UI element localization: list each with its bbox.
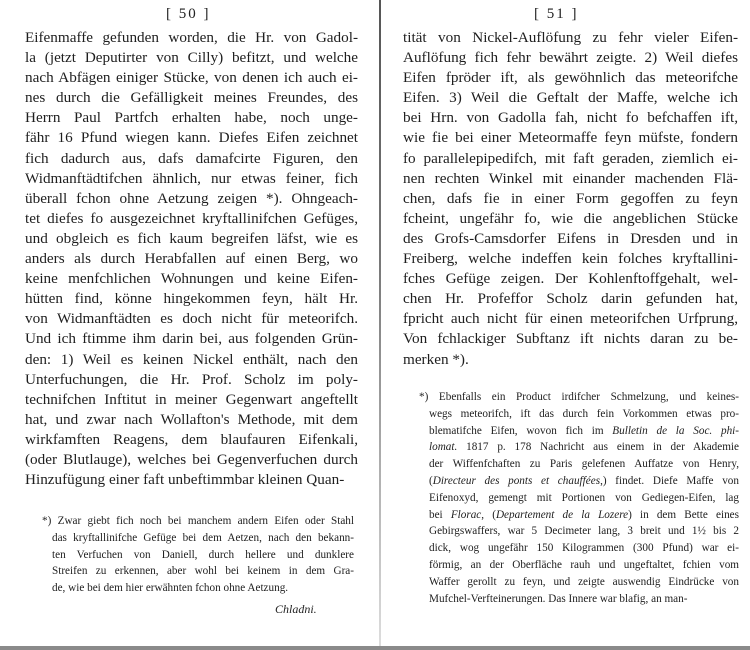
footnote-line: ten Verfuchen von Daniell, durch hellere und dunklere — [52, 548, 354, 561]
footnote-text: Eifenoxyd, gemengt mit Portionen von Gediegen-Eifen, lag — [429, 491, 739, 504]
text-line: den: 1) Weil es keinen Nickel enthält, nach den — [25, 350, 358, 368]
footnote-line — [419, 490, 739, 507]
text-line: bei Hrn. von Gadolla fah, nicht fo befchaffen ift, — [403, 109, 738, 127]
footnote-italic-text: Florac — [450, 508, 482, 521]
text-line: von Widmanftädten es doch nicht für meteorifch. — [25, 310, 358, 328]
footnote-text: 1817 p. 178 Nachricht aus einem in der Akademie — [457, 441, 739, 454]
footnote-line: Streifen zu erkennen, aber wohl bei keinem in dem Gra- — [52, 565, 354, 578]
text-line: fches Gefüge zeigen. Der Kohlenftoffgehalt, wel- — [403, 270, 738, 288]
footnote-text: , ( — [481, 508, 496, 521]
footnote-signature: Chladni. — [275, 602, 317, 616]
page-number: [ 51 ] — [534, 6, 579, 22]
footnote-line — [419, 456, 739, 473]
page-number: [ 50 ] — [166, 6, 211, 22]
text-line: des Grofs-Camsdorfer Eifens in Dresden und in — [403, 229, 738, 247]
text-line: nen rechten Winkel mit einander machenden Flä- — [403, 169, 738, 187]
footnote-line — [419, 423, 739, 440]
text-line: technifchen Inftitut in meiner Gegenwart angeftellt — [25, 390, 358, 408]
footnote-text: blematifche Eifen, wovon fich im — [429, 424, 613, 437]
footnote-line — [419, 473, 739, 490]
footnote-text: dick, wog ungefähr 150 Kilogrammen (300 Pfund) war ei- — [429, 542, 739, 555]
text-line: fo parallelepipedifch, mit faft geraden, ziemlich ei- — [403, 149, 738, 167]
text-line: chen, dafs fie in einer Form gegoffen zu feyn — [403, 189, 738, 207]
footnote-text: Gebirgswaffers, war 5 Decimeter lang, 3 breit und 1½ bis 2 — [429, 525, 739, 538]
right-page — [381, 0, 750, 646]
footnote-text: Waffer gerollt zu feyn, und zeigte auswendig Eindrücke von — [429, 575, 739, 588]
footnote-italic-text: Bulletin de la Soc. phi- — [612, 424, 739, 437]
text-line: merken *). — [403, 350, 469, 368]
text-line: anders als durch Herabfallen auf einen Berg, wo — [25, 250, 358, 268]
text-line: fich dadurch aus, dafs damafcirte Figuren, den — [25, 149, 358, 167]
footnote-text: bei — [429, 508, 451, 521]
footnote-line — [419, 557, 739, 574]
text-line: Unterfuchungen, die Hr. Prof. Scholz im poly- — [25, 370, 358, 388]
text-line: hütten find, könne hingekommen feyn, hält Hr. — [25, 290, 358, 308]
footnote-line — [419, 523, 739, 540]
body-text — [25, 28, 358, 490]
text-line: hat, und zwar nach Wollafton's Methode, mit dem — [25, 410, 358, 428]
footnote-italic-text: Departement de la Lozere — [495, 508, 629, 521]
text-line: (oder Blutlauge), welches bei Gegenverfuchen durch — [25, 450, 358, 468]
footnote-text: der Wiffenfchaften zu Paris gelefenen Auffatze von Henry, — [429, 458, 739, 471]
text-line: Freiberg, welche indeffen kein folches kryftallini- — [403, 250, 738, 268]
body-text — [403, 28, 738, 370]
text-line: Und ich ftimme ihm darin bei, aus folgenden Grün- — [25, 330, 358, 348]
footnote-text: ( — [429, 474, 433, 487]
text-line: Eifen. 3) Weil die Geftalt der Maffe, welche ich — [403, 89, 738, 107]
text-line: Auflöfung fich fehr bewährt zeigte. 2) Weil diefes — [403, 49, 738, 67]
footnote-text: ,) findet. Diefe Maffe von — [600, 474, 739, 487]
text-line: überall fchon ohne Aetzung zeigen *). Ohngeach- — [25, 189, 358, 207]
text-line: Herrn Paul Partfch erhalten habe, noch unge- — [25, 109, 358, 127]
text-line: Hinzufügung einer faft unbeftimmbar kleinen Quan- — [25, 471, 345, 489]
footnote-italic-text: lomat. — [429, 441, 458, 454]
text-line: fähr 16 Pfund wiegen kann. Diefes Eifen zeichnet — [25, 129, 358, 147]
text-line: keine menfchlichen Wohnungen und keine Eifen- — [25, 270, 358, 288]
text-line: tet diefes fo ausgezeichnet kryftallinifchen Gefüges, — [25, 209, 358, 227]
footnote-italic-text: Directeur des ponts et chauffées — [432, 474, 601, 487]
text-line: Eifen fpröder ift, als gewöhnlich das meteorifche — [403, 69, 738, 87]
footnote-line — [419, 507, 739, 524]
footnote-text: förmig, an der Oberfläche rauh und ungeftaltet, fchien vom — [429, 558, 739, 571]
text-line: fpricht auch nicht für einen meteorifchen Urfprung, — [403, 310, 738, 328]
text-line: wie fie bei einer Meteormaffe feyn müfste, fondern — [403, 129, 738, 147]
footnote-text: ) in dem Bette eines — [628, 508, 739, 521]
footnote-line: *) Zwar giebt fich noch bei manchem andern Eifen oder Stahl — [42, 515, 354, 527]
footnote — [42, 513, 354, 597]
footnote — [419, 389, 739, 607]
text-line: und obgleich es fich kaum begreifen läfst, wie es — [25, 229, 358, 247]
footnote-text: Mufchel-Verfteinerungen. Das Innere war blafig, an man- — [429, 592, 688, 605]
footnote-line — [419, 406, 739, 423]
footnote-line — [419, 540, 739, 557]
footnote-line — [419, 439, 739, 456]
text-line: nach Abfägen einiger Stücke, von denen ich auch ei- — [25, 69, 358, 87]
text-line: Widmanftädtifchen ähnlich, nur etwas feiner, fich — [25, 169, 358, 187]
footnote-text: *) Ebenfalls ein Product irdifcher Schmelzung, und keines- — [419, 391, 739, 403]
footnote-line — [419, 389, 739, 406]
footnote-line: das kryftallinifche Gefüge bei dem Aetzen, nach den bekann- — [52, 531, 354, 544]
text-line: wirkfamften Reagens, dem blaufauren Eifenkali, — [25, 430, 358, 448]
text-line: fcheint, ungefähr fo, wie die angeblichen Stücke — [403, 209, 738, 227]
scan-bottom-edge — [0, 646, 750, 650]
footnote-text: wegs meteorifch, ift das durch fein Vorkommen etwas pro- — [429, 407, 739, 420]
text-line: tität von Nickel-Auflöfung zu fehr vieler Eifen- — [403, 29, 738, 46]
footnote-line — [419, 591, 739, 608]
text-line: chen Hr. Profeffor Scholz darin gefunden hat, — [403, 290, 738, 308]
text-line: Eifenmaffe gefunden worden, die Hr. von Gadol- — [25, 29, 358, 46]
text-line: Von fchlackiger Subftanz ift nichts daran zu be- — [403, 330, 738, 348]
footnote-line — [419, 574, 739, 591]
text-line: nes durch die Gefälligkeit meines Freundes, des — [25, 89, 358, 107]
footnote-line: de, wie bei dem hier erwähnten fchon ohne Aetzung. — [52, 582, 289, 595]
text-line: la (jetzt Deputirter von Cilly) befitzt, und welche — [25, 49, 358, 67]
